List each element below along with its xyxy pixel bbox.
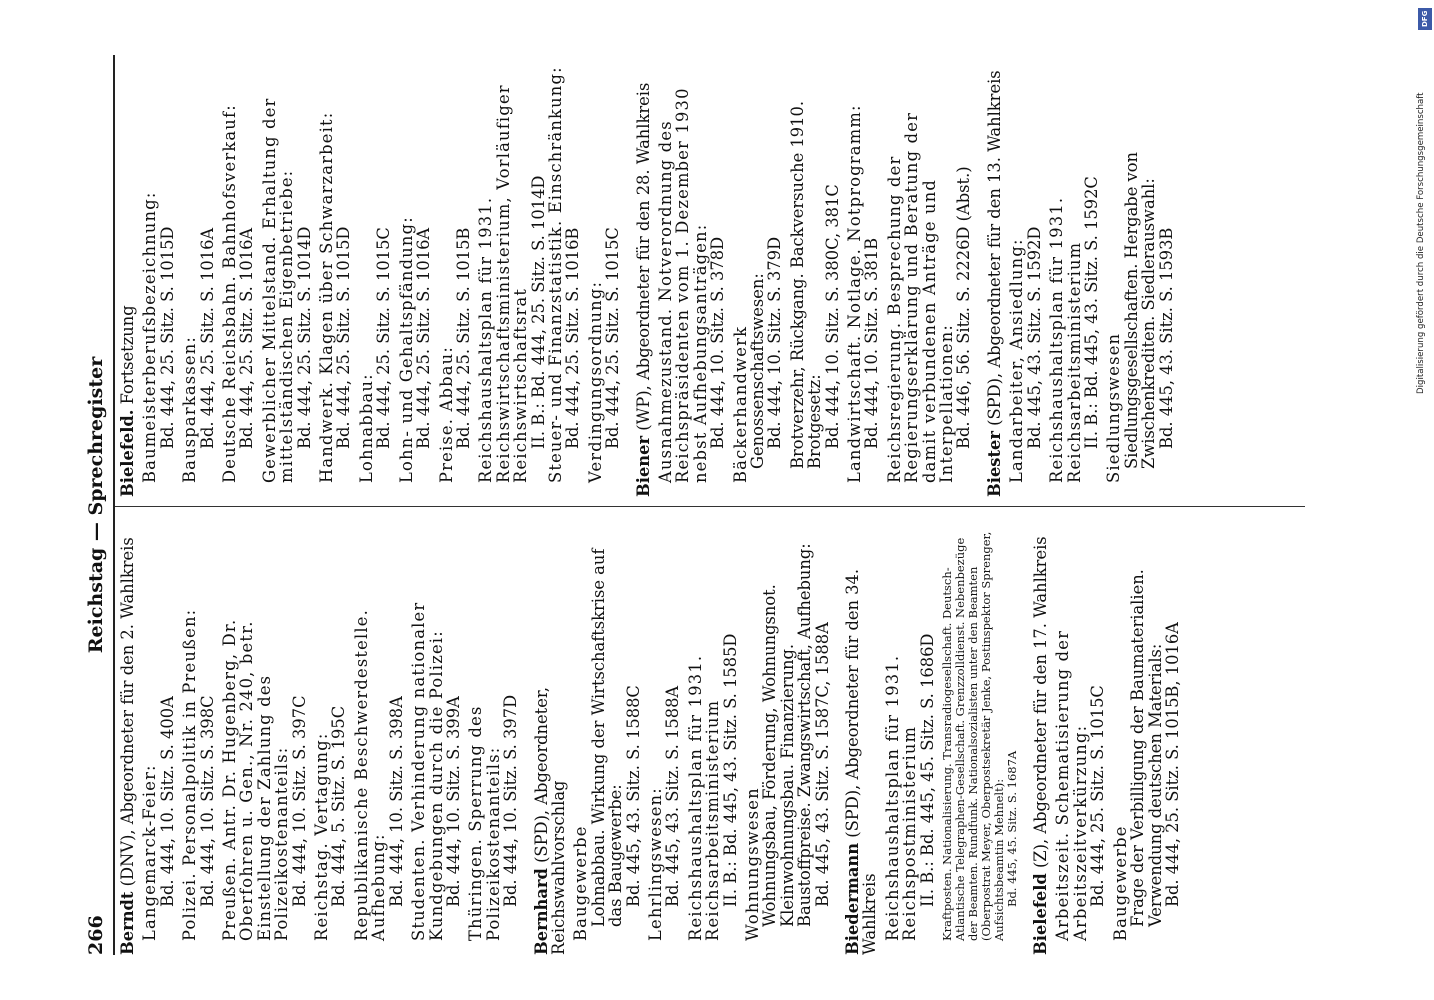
citation-line bbox=[296, 57, 313, 497]
topic-line bbox=[1054, 515, 1089, 955]
entry-text: Studenten. Verhinderung nationaler Kundgebungen durch die Polizei: bbox=[409, 601, 446, 941]
entry-text: Bd. 445, 43. Sitz. S. 1593B bbox=[1156, 227, 1176, 449]
topic-line bbox=[353, 515, 388, 955]
entry-text: Landwirtschaft. Notlage. Notprogramm: bbox=[845, 104, 865, 483]
citation-line bbox=[238, 57, 255, 497]
topic-line bbox=[398, 57, 415, 497]
speaker-entry bbox=[986, 57, 1003, 497]
entry-text: Handwerk. Klagen über Schwarzarbeit: bbox=[317, 111, 337, 483]
speaker-name: Biedermann bbox=[843, 842, 863, 955]
entry-text: Bd. 444, 25. Sitz. S. 1015D bbox=[334, 226, 354, 449]
citation-line bbox=[375, 57, 392, 497]
citation-line bbox=[1026, 57, 1043, 497]
citation-line bbox=[604, 57, 621, 497]
entry-text: Bd. 444, 25. Sitz. S. 1016A bbox=[197, 227, 217, 449]
entry-text: Thüringen. Sperrung des Polizeikostenanteils: bbox=[466, 705, 503, 941]
topic-line bbox=[410, 515, 445, 955]
citation-line bbox=[709, 57, 726, 497]
entry-text: Reichshaushaltsplan für 1931. Reichspostministerium bbox=[882, 654, 920, 941]
topic-line bbox=[221, 515, 291, 955]
entry-text: Bd. 444, 25. Sitz. S. 1015C bbox=[374, 227, 394, 449]
citation-line bbox=[955, 57, 972, 497]
entry-text: Reichshaushaltsplan für 1931. Reichsarbeitsministerium bbox=[685, 654, 723, 941]
entry-text: Bausparkassen: bbox=[180, 335, 200, 483]
subtopic-line bbox=[1129, 515, 1164, 955]
entry-text: Bd. 444, 25. Sitz. S. 1015C bbox=[1088, 685, 1108, 907]
citation-line bbox=[1089, 515, 1106, 955]
entry-text: Arbeitszeit. Schematisierung der Arbeitszeitverkürzung: bbox=[1053, 629, 1090, 941]
entry-text: Siedlungswesen bbox=[1104, 332, 1124, 483]
speaker-entry bbox=[119, 57, 136, 497]
topic-line bbox=[587, 57, 604, 497]
entry-text: (SPD), Abgeordneter für den 13. Wahlkreis bbox=[984, 70, 1004, 432]
entry-text: Bd. 445, 43. Sitz. S. 1587C, 1588A bbox=[812, 622, 832, 907]
topic-line bbox=[687, 515, 722, 955]
entry-text: Ausnahmezustand. Notverordnung des Reichspräsidenten vom 1. Dezember 1930 nebst Aufhebungsanträgen: bbox=[655, 87, 710, 483]
entry-text: (SPD), Abgeordneter, Reichswahlvorschlag bbox=[531, 687, 568, 955]
topic-line bbox=[846, 57, 863, 497]
speaker-entry bbox=[1032, 515, 1049, 955]
entry-text: Wohnungswesen bbox=[743, 787, 762, 941]
topic-line bbox=[318, 57, 335, 497]
entry-text: Lohnabbau. Wirkung der Wirtschaftskrise auf das Baugewerbe: bbox=[588, 548, 626, 927]
entry-text: II. B.: Bd. 445, 43. Sitz. S. 1592C bbox=[1081, 176, 1101, 449]
citation-line bbox=[455, 57, 472, 497]
citation-line bbox=[625, 515, 642, 955]
topic-line bbox=[467, 515, 502, 955]
topic-line bbox=[1048, 57, 1083, 497]
citation-line bbox=[1158, 57, 1175, 497]
entry-text: Bd. 445, 43. Sitz. S. 1588C bbox=[623, 685, 643, 907]
citation-line bbox=[199, 57, 216, 497]
subtopic-line bbox=[1123, 57, 1158, 497]
speaker-entry bbox=[844, 515, 879, 955]
speaker-entry bbox=[635, 57, 652, 497]
entry-text: Brotverzehr, Rückgang. Backversuche 1910. Brotgesetz: bbox=[787, 100, 825, 469]
citation-line bbox=[502, 515, 519, 955]
topic-line bbox=[1008, 57, 1025, 497]
entry-text: Bd. 444, 25. Sitz. S. 1016A bbox=[237, 227, 257, 449]
entry-text: Bd. 444, 10. Sitz. S. 399A bbox=[443, 696, 463, 907]
topic-line bbox=[1105, 57, 1122, 497]
entry-text: Bd. 444, 25. Sitz. S. 1014D bbox=[294, 226, 314, 449]
entry-text: Lehrlingswesen: bbox=[645, 787, 665, 941]
citation-line bbox=[664, 515, 681, 955]
topic-line bbox=[221, 57, 238, 497]
topic-line bbox=[732, 57, 749, 497]
citation-line bbox=[330, 515, 347, 955]
speaker-entry bbox=[119, 515, 136, 955]
entry-text: Verdingungsordnung: bbox=[585, 280, 605, 483]
entry-text: Bd. 444, 10. Sitz. S. 397D bbox=[501, 694, 521, 907]
citation-line bbox=[766, 57, 783, 497]
entry-text: Republikanische Beschwerdestelle. Aufhebung: bbox=[351, 608, 389, 941]
entry-text: Baugewerbe bbox=[1110, 825, 1130, 941]
entry-text: Bd. 445, 45. Sitz. S. 1687A bbox=[1005, 750, 1020, 907]
citation-line bbox=[530, 57, 547, 497]
topic-line bbox=[358, 57, 375, 497]
entry-text: Bd. 444, 25. Sitz. S. 1015D bbox=[157, 226, 177, 449]
entry-text: Bd. 444, 10. Sitz. S. 378D bbox=[708, 236, 728, 449]
topic-line bbox=[647, 515, 664, 955]
topic-line bbox=[886, 57, 956, 497]
entry-text: II. B.: Bd. 445, 45. Sitz. S. 1686D bbox=[917, 633, 937, 907]
entry-text: Bd. 444, 10. Sitz. S. 397C bbox=[289, 695, 309, 907]
entry-text: Polizei. Personalpolitik in Preußen: bbox=[180, 608, 200, 941]
citation-line bbox=[291, 515, 308, 955]
topic-line bbox=[181, 515, 198, 955]
topic-line bbox=[477, 57, 529, 497]
topic-line bbox=[313, 515, 330, 955]
rotated-book-page bbox=[85, 55, 1315, 955]
citation-line bbox=[863, 57, 880, 497]
entry-text: Wohnungsbau, Förderung, Wohnungsnot. Kleinwohnungsbau. Finanzierung. Baustoffpreise. Zwangswirtschaft, Aufhebung: bbox=[760, 543, 815, 927]
entry-text: Reichsregierung. Besprechung der Regierungserklärung und Beratung der damit verbundenen Anträge und Interpellationen: bbox=[884, 111, 957, 483]
speaker-name: Biester bbox=[984, 431, 1004, 497]
right-column bbox=[119, 57, 1180, 497]
subtopic-line bbox=[749, 57, 766, 497]
entry-text: II. B.: Bd. 445, 43. Sitz. S. 1585D bbox=[720, 633, 740, 907]
entry-text: Landarbeiter, Ansiedlung: bbox=[1007, 238, 1027, 483]
speaker-name: Biener bbox=[633, 435, 653, 497]
entry-text: Bd. 444, 25. Sitz. S. 1016A bbox=[414, 227, 434, 449]
entry-text: Bd. 444, 25. Sitz. S. 1015B, 1016A bbox=[1162, 622, 1182, 907]
entry-text: Langemarck-Feier: bbox=[140, 764, 160, 941]
topic-line bbox=[657, 57, 709, 497]
speaker-name: Berndt bbox=[118, 891, 137, 955]
dfg-logo: DFG bbox=[1418, 8, 1432, 30]
topic-line bbox=[181, 57, 198, 497]
entry-text: Lohn- und Gehaltspfändung: bbox=[396, 216, 416, 483]
left-column bbox=[119, 515, 1186, 955]
entry-text: Baugewerbe bbox=[571, 825, 591, 941]
entry-text: Bd. 444, 10. Sitz. S. 398C bbox=[197, 695, 217, 907]
entry-text: (Z), Abgeordneter für den 17. Wahlkreis bbox=[1031, 536, 1051, 874]
entry-text: Reichshaushaltsplan für 1931. Reichsarbeitsministerium bbox=[1047, 196, 1084, 483]
speaker-name: Bielefeld bbox=[1031, 873, 1051, 955]
entry-text: Bd. 444, 5. Sitz. S. 195C bbox=[329, 705, 349, 907]
entry-text: Steuer- und Finanzstatistik. Einschränkung: bbox=[545, 66, 565, 483]
topic-line bbox=[141, 57, 158, 497]
column-divider bbox=[115, 506, 1305, 507]
citation-line bbox=[1006, 515, 1019, 955]
citation-line bbox=[199, 515, 216, 955]
header-rule bbox=[113, 55, 115, 955]
topic-line bbox=[572, 515, 589, 955]
citation-line bbox=[335, 57, 352, 497]
entry-text: Gewerblicher Mittelstand. Erhaltung der mittelständischen Eigenbetriebe: bbox=[259, 97, 297, 483]
speaker-name: Bernhard bbox=[531, 868, 551, 955]
citation-line bbox=[388, 515, 405, 955]
citation-line bbox=[564, 57, 581, 497]
entry-text: Fortsetzung bbox=[118, 305, 137, 410]
entry-text: Bd. 444, 25. Sitz. S. 1015C bbox=[603, 227, 623, 449]
small-print-note bbox=[941, 515, 1006, 955]
entry-text: Bd. 444, 25. Sitz. S. 1015B bbox=[453, 227, 473, 449]
subtopic-line bbox=[761, 515, 813, 955]
citation-line bbox=[919, 515, 936, 955]
entry-text: Bd. 444, 10. Sitz. S. 398A bbox=[386, 696, 406, 907]
speaker-entry bbox=[533, 515, 568, 955]
entry-text: Reichstag. Vertagung: bbox=[312, 732, 332, 941]
entry-text: Bäckerhandwerk bbox=[730, 325, 750, 483]
subtopic-line bbox=[590, 515, 625, 955]
topic-line bbox=[744, 515, 761, 955]
subtopic-line bbox=[789, 57, 824, 497]
citation-line bbox=[814, 515, 831, 955]
running-title: Reichstag — Sprechregister bbox=[85, 356, 107, 654]
entry-text: Deutsche Reichsbahn. Bahnhofsverkauf: bbox=[220, 104, 240, 483]
topic-line bbox=[1112, 515, 1129, 955]
page-header bbox=[85, 55, 111, 955]
entry-text: Bd. 446, 56. Sitz. S. 2226D (Abst.) bbox=[954, 166, 974, 449]
entry-text: Baumeisterberufsbezeichnung: bbox=[140, 191, 160, 483]
entry-text: Bd. 444, 10. Sitz. S. 380C, 381C bbox=[822, 184, 842, 449]
entry-text: Bd. 445, 43. Sitz. S. 1588A bbox=[663, 685, 683, 907]
entry-text: Frage der Verbilligung der Baumaterialien. Verwendung deutschen Materials: bbox=[1128, 569, 1165, 927]
entry-text: Siedlungsgesellschaften. Hergabe von Zwischenkrediten. Siedlerauswahl: bbox=[1121, 151, 1159, 469]
citation-line bbox=[1083, 57, 1100, 497]
entry-text: (WP), Abgeordneter für den 28. Wahlkreis bbox=[633, 82, 653, 436]
entry-text: Kraftposten. Nationalisierung. Transradiogesellschaft. Deutsch-Atlantische Telegraphen-Gesellschaft. Grenzzolldienst. Nebenbezüge der Beamten. Rundfunk. Nationalsozialisten unter den Beamten (Oberpostrat Meyer, Oberpostsekretär Jenke, Postinspektor Sprenger, Aufsichtsbeamtin Mehnelt): bbox=[940, 531, 1007, 941]
entry-text: Preußen. Antr. Dr. Hugenberg, Dr. Oberfohren u. Gen., Nr. 240, betr. Einstellung der Zahlung des Polizeikostenanteils: bbox=[220, 618, 292, 941]
digitization-note: Digitalisierung gefördert durch die Deutsche Forschungsgemeinschaft bbox=[1416, 92, 1426, 394]
citation-line bbox=[159, 515, 176, 955]
entry-text: Genossenschaftswesen: bbox=[748, 273, 767, 469]
citation-line bbox=[415, 57, 432, 497]
citation-line bbox=[1164, 515, 1181, 955]
entry-text: Bd. 444, 10. Sitz. S. 381B bbox=[862, 237, 882, 449]
entry-text: Lohnabbau: bbox=[356, 373, 376, 483]
entry-text: Bd. 444, 10. Sitz. S. 400A bbox=[157, 696, 177, 907]
entry-text: II. B.: Bd. 444, 25. Sitz. S. 1014D bbox=[528, 175, 548, 449]
page-number: 266 bbox=[85, 915, 107, 955]
topic-line bbox=[141, 515, 158, 955]
entry-text: (SPD), Abgeordneter für den 34. Wahlkreis bbox=[843, 568, 880, 955]
citation-line bbox=[445, 515, 462, 955]
entry-text: Bd. 444, 25. Sitz. S. 1016B bbox=[563, 227, 583, 449]
citation-line bbox=[159, 57, 176, 497]
entry-text: Bd. 444, 10. Sitz. S. 379D bbox=[765, 236, 785, 449]
topic-line bbox=[438, 57, 455, 497]
entry-text: Reichshaushaltsplan für 1931. Reichswirtschaftsministerium, Vorläufiger Reichswirtschaftsrat bbox=[476, 84, 531, 483]
entry-text: (DNV), Abgeordneter für den 2. Wahlkreis bbox=[118, 537, 137, 892]
entry-text: Preise. Abbau: bbox=[436, 345, 456, 483]
entry-text: Bd. 445, 43. Sitz. S. 1592D bbox=[1024, 226, 1044, 449]
topic-line bbox=[547, 57, 564, 497]
topic-line bbox=[261, 57, 296, 497]
citation-line bbox=[824, 57, 841, 497]
citation-line bbox=[722, 515, 739, 955]
speaker-name: Bielefeld. bbox=[118, 409, 137, 497]
topic-line bbox=[884, 515, 919, 955]
